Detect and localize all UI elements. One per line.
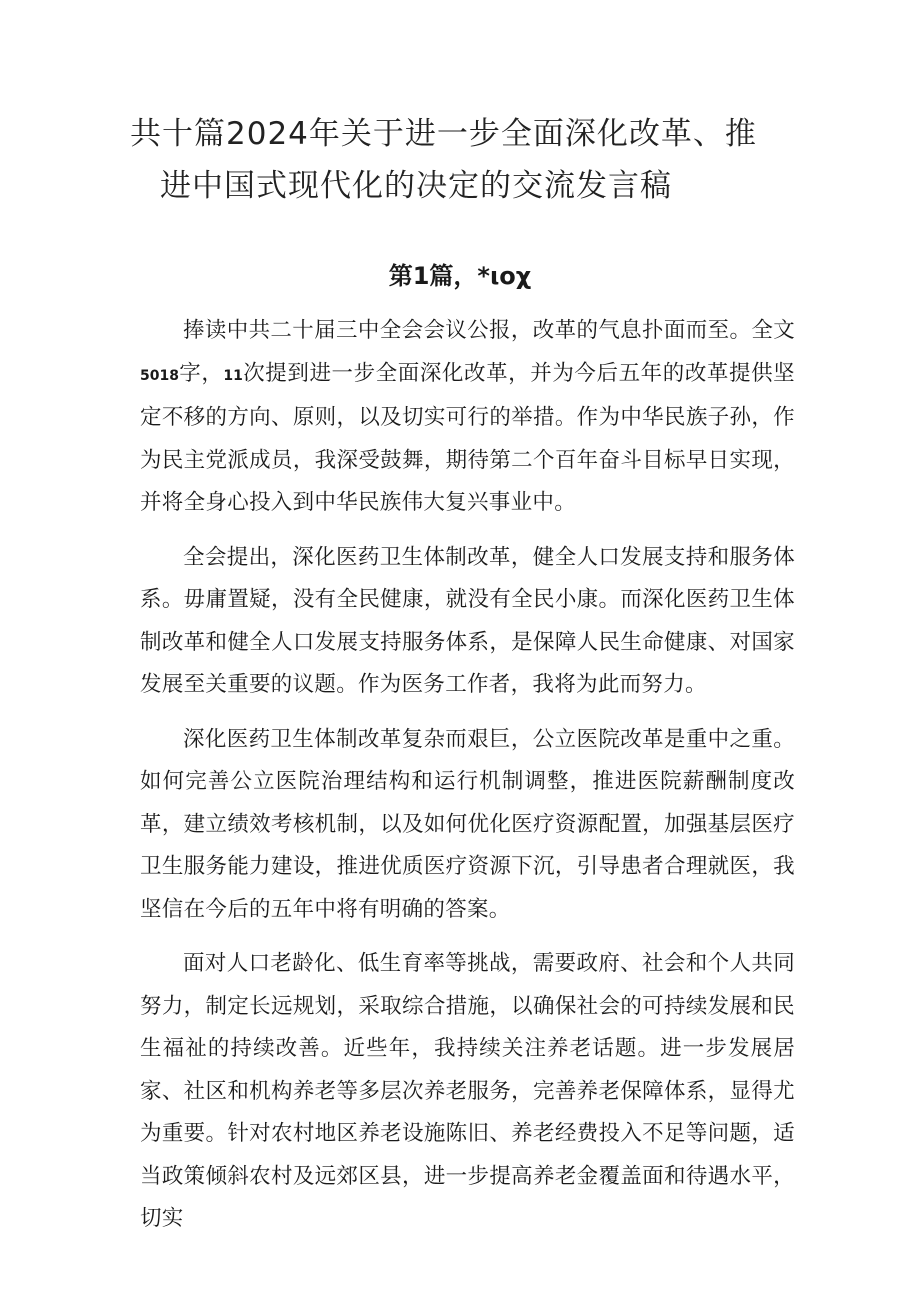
title-line-1: 共十篇2024年关于进一步全面深化改革、推 (130, 116, 757, 152)
document-title (130, 108, 810, 212)
section-heading: 第1篇，*ιοχ (388, 262, 532, 290)
paragraph-3: 深化医药卫生体制改革复杂而艰巨，公立医院改革是重中之重。如何完善公立医院治理结构和运行机制调整，推进医院薪酬制度改革，建立绩效考核机制，以及如何优化医疗资源配置，加强基层医疗卫生服务能力建设，推进优质医疗资源下沉，引导患者合理就医，我坚信在今后的五年中将有明确的答案。 (140, 726, 795, 922)
paragraph-1-prefix: 捧读中共二十届三中全会会议公报，改革的气息扑面而至。全文 (183, 318, 795, 343)
paragraph-4: 面对人口老龄化、低生育率等挑战，需要政府、社会和个人共同努力，制定长远规划，采取综合措施，以确保社会的可持续发展和民生福祉的持续改善。近些年，我持续关注养老话题。进一步发展居家、社区和机构养老等多层次养老服务，完善养老保障体系，显得尤为重要。针对农村地区养老设施陈旧、养老经费投入不足等问题，适当政策倾斜农村及远郊区县，进一步提高养老金覆盖面和待遇水平，切实 (140, 951, 795, 1231)
paragraph-1-mid: 字， (178, 360, 224, 386)
document-body (140, 310, 795, 1253)
character-count: 5018 (140, 367, 179, 384)
mention-count: 11 (223, 367, 243, 384)
paragraph-1 (140, 310, 795, 525)
paragraph-2: 全会提出，深化医药卫生体制改革，健全人口发展支持和服务体系。毋庸置疑，没有全民健康，就没有全民小康。而深化医药卫生体制改革和健全人口发展支持服务体系，是保障人民生命健康、对国家发展至关重要的议题。作为医务工作者，我将为此而努力。 (140, 544, 795, 697)
paragraph-1-suffix: 次提到进一步全面深化改革，并为今后五年的改革提供坚定不移的方向、原则，以及切实可行的举措。作为中华民族子孙，作为民主党派成员，我深受鼓舞，期待第二个百年奋斗目标早日实现，并将全身心投入到中华民族伟大复兴事业中。 (140, 360, 795, 515)
title-line-2: 进中国式现代化的决定的交流发言稿 (160, 168, 672, 204)
